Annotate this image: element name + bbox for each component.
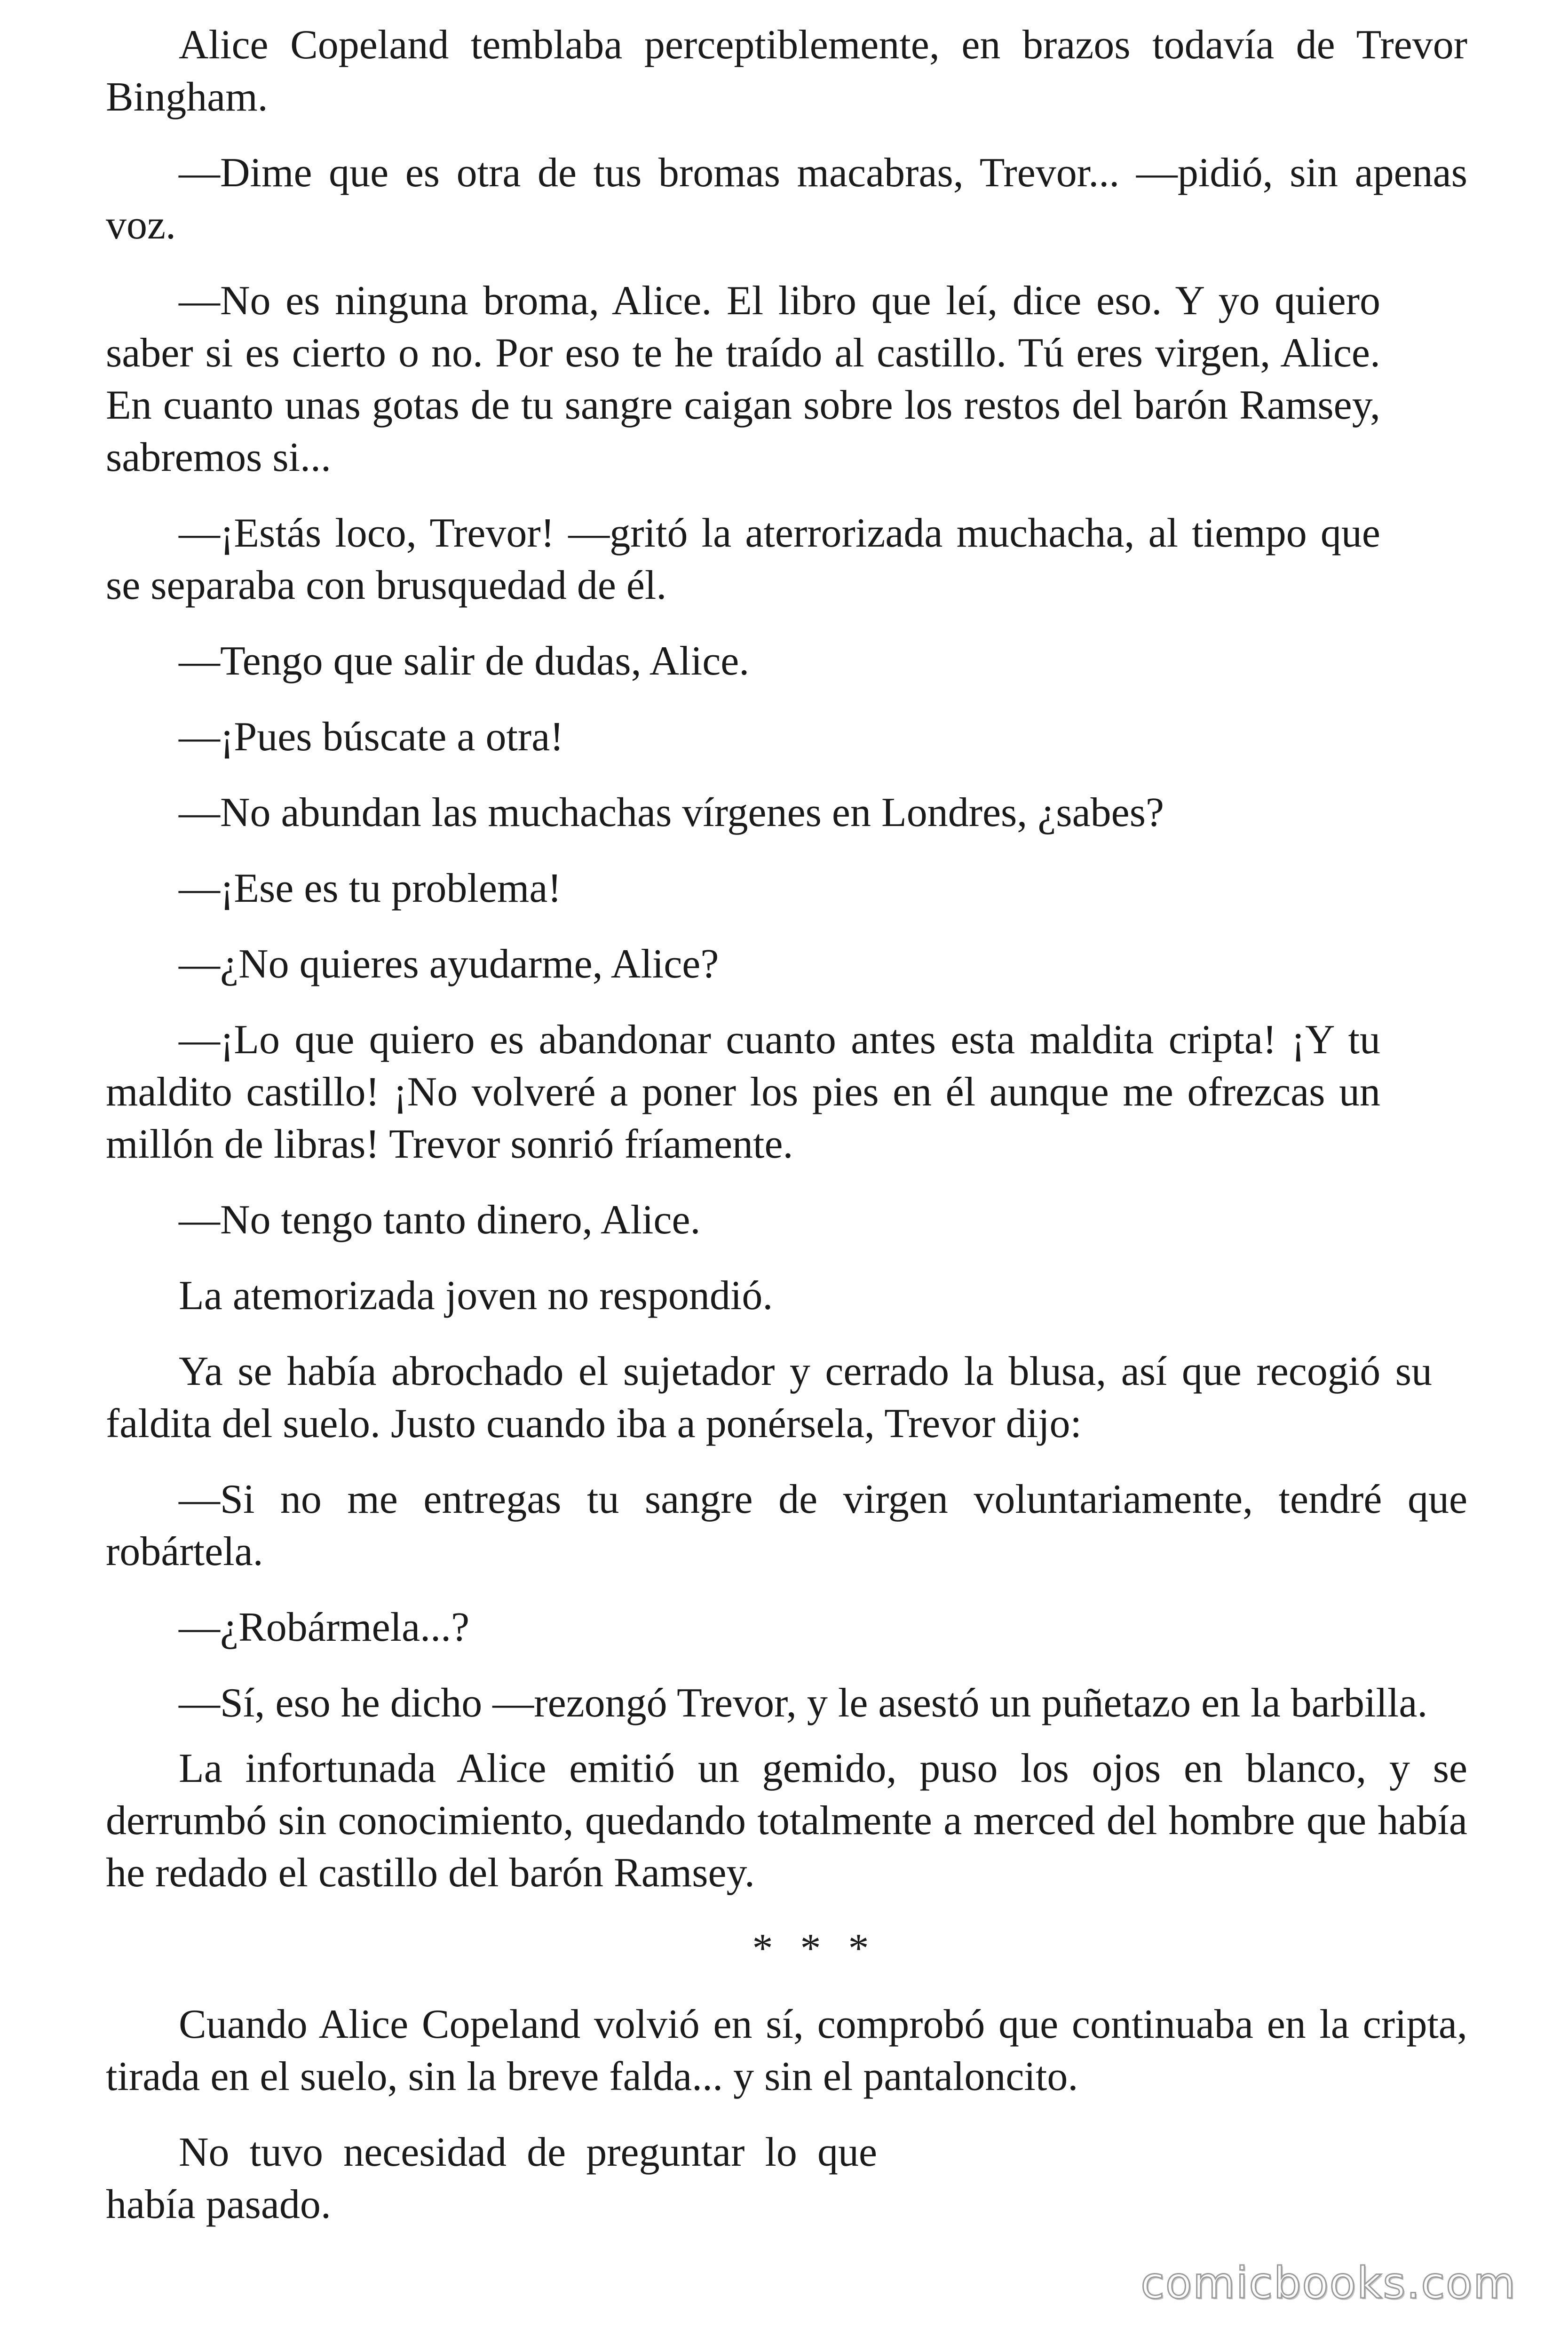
- paragraph: Alice Copeland temblaba perceptiblemente, en brazos todavía de Trevor Bingham.: [106, 22, 1467, 120]
- paragraph: —¡Lo que quiero es abandonar cuanto antes esta maldita cripta! ¡Y tu maldito castillo! ¡No volveré a poner los pies en él aunque me ofrezcas un millón de libras! Trevor sonrió fríamente.: [106, 1017, 1380, 1167]
- paragraph: Cuando Alice Copeland volvió en sí, comprobó que continuaba en la cripta, tirada en el suelo, sin la breve falda... y sin el pantaloncito.: [106, 2002, 1467, 2099]
- paragraph: La infortunada Alice emitió un gemido, puso los ojos en blanco, y se derrumbó sin conocimiento, quedando totalmente a merced del hombre que había he redado el castillo del barón Ramsey.: [106, 1746, 1467, 1896]
- paragraph: La atemorizada joven no respondió.: [179, 1273, 773, 1319]
- paragraph: No tuvo necesidad de preguntar lo que había pasado.: [106, 2130, 877, 2227]
- paragraph: —Tengo que salir de dudas, Alice.: [179, 638, 750, 684]
- paragraph: —No abundan las muchachas vírgenes en Londres, ¿sabes?: [179, 790, 1164, 835]
- section-separator: * * *: [752, 1926, 878, 1971]
- paragraph: —¡Estás loco, Trevor! —gritó la aterrorizada muchacha, al tiempo que se separaba con brusquedad de él.: [106, 510, 1380, 608]
- paragraph: —¿Robármela...?: [179, 1605, 470, 1650]
- paragraph: —No es ninguna broma, Alice. El libro que leí, dice eso. Y yo quiero saber si es cierto o no. Por eso te he traído al castillo. Tú eres virgen, Alice. En cuanto unas gotas de tu sangre caigan sobre los restos del barón Ramsey, sabremos si...: [106, 278, 1380, 480]
- paragraph: —Sí, eso he dicho —rezongó Trevor, y le asestó un puñetazo en la barbilla.: [179, 1680, 1428, 1726]
- paragraph: —No tengo tanto dinero, Alice.: [179, 1197, 701, 1243]
- paragraph: —Si no me entregas tu sangre de virgen voluntariamente, tendré que robártela.: [106, 1477, 1467, 1574]
- paragraph: —¡Pues búscate a otra!: [179, 714, 564, 760]
- watermark: comicbooks.com: [1140, 2258, 1516, 2308]
- paragraph: —¡Ese es tu problema!: [179, 866, 562, 911]
- paragraph: —¿No quieres ayudarme, Alice?: [179, 941, 719, 987]
- paragraph: —Dime que es otra de tus bromas macabras, Trevor... —pidió, sin apenas voz.: [106, 150, 1467, 248]
- paragraph: Ya se había abrochado el sujetador y cerrado la blusa, así que recogió su faldita del suelo. Justo cuando iba a ponérsela, Trevor dijo:: [106, 1349, 1432, 1446]
- document-page: [106, 19, 1467, 2254]
